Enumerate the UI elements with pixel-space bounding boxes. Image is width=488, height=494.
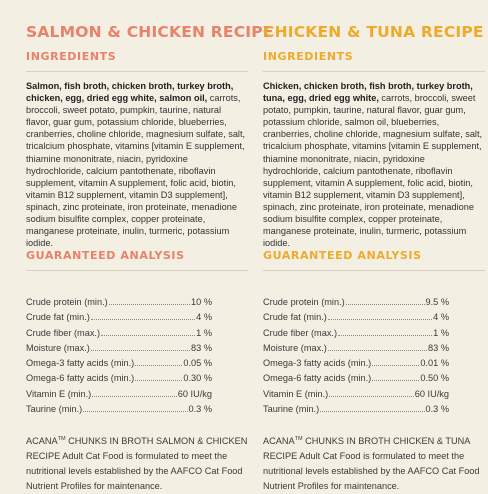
analysis-value: 0.05 % — [183, 358, 212, 369]
brand-name: ACANA — [26, 436, 58, 447]
dot-leader — [338, 334, 432, 336]
analysis-label: Taurine (min.) — [26, 404, 83, 415]
salmon-chicken-column — [26, 22, 274, 492]
analysis-label: Taurine (min.) — [263, 404, 320, 415]
analysis-row — [263, 328, 449, 343]
analysis-heading: GUARANTEED ANALYSIS — [26, 249, 185, 262]
analysis-row — [26, 297, 212, 312]
analysis-label: Moisture (max.) — [26, 342, 90, 353]
recipe-title: SALMON & CHICKEN RECIPE — [26, 23, 274, 41]
analysis-label: Moisture (max.) — [263, 342, 327, 353]
chicken-tuna-column — [263, 22, 485, 492]
dot-leader — [92, 395, 177, 397]
dot-leader — [91, 349, 190, 351]
analysis-header — [26, 249, 248, 271]
analysis-value: 9.5 % — [425, 297, 449, 307]
analysis-label: Crude protein (min.) — [26, 297, 108, 307]
analysis-value: 0.3 % — [425, 404, 449, 415]
trademark-mark: TM — [294, 436, 303, 442]
analysis-label: Crude fat (min.) — [263, 312, 327, 323]
dot-leader — [329, 395, 414, 397]
divider — [26, 270, 248, 271]
dot-leader — [372, 379, 419, 381]
analysis-label: Crude fiber (max.) — [263, 327, 338, 338]
analysis-row — [263, 404, 449, 419]
dot-leader — [346, 303, 425, 305]
analysis-row — [26, 312, 212, 327]
analysis-value: 83 % — [191, 342, 212, 353]
ingredients-list — [26, 80, 248, 249]
aafco-text: CHUNKS IN BROTH CHICKEN & TUNA RECIPE Adult Cat Food is formulated to meet the nutritional levels established by the AAFCO Cat Food Nutrient Profiles for maintenance. — [263, 436, 480, 492]
ingredients-list — [263, 80, 485, 249]
analysis-row — [26, 373, 212, 388]
dot-leader — [109, 303, 190, 305]
analysis-value: 10 % — [191, 297, 212, 307]
analysis-row — [263, 373, 449, 388]
ingredients-primary: Chicken, chicken broth, fish broth, turkey broth, tuna, egg, dried egg white, — [263, 81, 473, 104]
aafco-statement — [26, 432, 248, 494]
analysis-row — [26, 343, 212, 358]
guaranteed-analysis-table — [26, 297, 212, 419]
analysis-label: Omega-3 fatty acids (min.) — [263, 358, 372, 369]
analysis-row — [263, 312, 449, 327]
divider — [263, 270, 485, 271]
analysis-row — [263, 358, 449, 373]
dot-leader — [101, 334, 195, 336]
analysis-label: Omega-6 fatty acids (min.) — [263, 373, 372, 384]
analysis-value: 0.3 % — [188, 404, 212, 415]
divider — [26, 71, 248, 72]
ingredients-heading: INGREDIENTS — [26, 50, 117, 63]
guaranteed-analysis-table — [263, 297, 449, 419]
analysis-row — [26, 358, 212, 373]
analysis-row — [263, 297, 449, 312]
dot-leader — [320, 410, 424, 412]
aafco-text: CHUNKS IN BROTH SALMON & CHICKEN RECIPE Adult Cat Food is formulated to meet the nutritional levels established by the AAFCO Cat Food Nutrient Profiles for maintenance. — [26, 436, 248, 492]
analysis-value: 4 % — [196, 312, 212, 323]
dot-leader — [91, 318, 195, 320]
analysis-value: 60 IU/kg — [177, 388, 212, 399]
analysis-row — [263, 389, 449, 404]
analysis-value: 1 % — [433, 327, 449, 338]
analysis-value: 0.30 % — [183, 373, 212, 384]
analysis-label: Vitamin E (min.) — [26, 388, 92, 399]
analysis-label: Crude fat (min.) — [26, 312, 90, 323]
ingredients-secondary: carrots, broccoli, sweet potato, pumpkin, taurine, natural flavor, guar gum, potassium chloride, salmon oil, blueberries, cranberries, choline chloride, magnesium sulfate, salt, tricalcium phosphate, vitamins [vitamin E supplement, thiamine mononitrate, niacin, pyridoxine hydrochloride, calcium pantothenate, riboflavin supplement, vitamin A supplement, folic acid, biotin, vitamin B12 supplement, vitamin D3 supplement], spinach, zinc proteinate, iron proteinate, menadione sodium bisulfite complex, copper proteinate, manganese proteinate, inulin, turmeric, potassium iodide. — [263, 93, 483, 249]
ingredients-primary: Salmon, fish broth, chicken broth, turkey broth, chicken, egg, dried egg white, salmon oil, — [26, 81, 234, 104]
analysis-value: 0.01 % — [420, 358, 449, 369]
analysis-heading: GUARANTEED ANALYSIS — [263, 249, 422, 262]
dot-leader — [135, 379, 182, 381]
analysis-label: Omega-6 fatty acids (min.) — [26, 373, 135, 384]
divider — [263, 71, 485, 72]
analysis-row — [26, 328, 212, 343]
analysis-value: 0.50 % — [420, 373, 449, 384]
analysis-value: 1 % — [196, 327, 212, 338]
dot-leader — [372, 364, 419, 366]
dot-leader — [135, 364, 182, 366]
analysis-row — [263, 343, 449, 358]
analysis-label: Vitamin E (min.) — [263, 388, 329, 399]
aafco-statement — [263, 432, 485, 494]
analysis-value: 83 % — [428, 342, 449, 353]
analysis-header — [263, 249, 485, 271]
analysis-label: Crude fiber (max.) — [26, 327, 101, 338]
brand-name: ACANA — [263, 436, 295, 447]
trademark-mark: TM — [57, 436, 66, 442]
dot-leader — [328, 318, 432, 320]
dot-leader — [328, 349, 427, 351]
analysis-value: 60 IU/kg — [414, 388, 449, 399]
recipe-title: CHICKEN & TUNA RECIPE — [263, 23, 484, 41]
ingredients-secondary: carrots, broccoli, sweet potato, pumpkin, taurine, natural flavor, guar gum, potassium chloride, blueberries, cranberries, choline chloride, magnesium sulfate, salt, tricalcium phosphate, vitamins [vitamin E supplement, thiamine mononitrate, niacin, pyridoxine hydrochloride, calcium pantothenate, riboflavin supplement, vitamin A supplement, folic acid, biotin, vitamin B12 supplement, vitamin D3 supplement], spinach, zinc proteinate, iron proteinate, menadione sodium bisulfite complex, copper proteinate, manganese proteinate, inulin, turmeric, potassium iodide. — [26, 93, 246, 249]
analysis-value: 4 % — [433, 312, 449, 323]
analysis-row — [26, 389, 212, 404]
analysis-label: Omega-3 fatty acids (min.) — [26, 358, 135, 369]
analysis-row — [26, 404, 212, 419]
ingredients-heading: INGREDIENTS — [263, 50, 354, 63]
dot-leader — [83, 410, 187, 412]
analysis-label: Crude protein (min.) — [263, 297, 345, 307]
